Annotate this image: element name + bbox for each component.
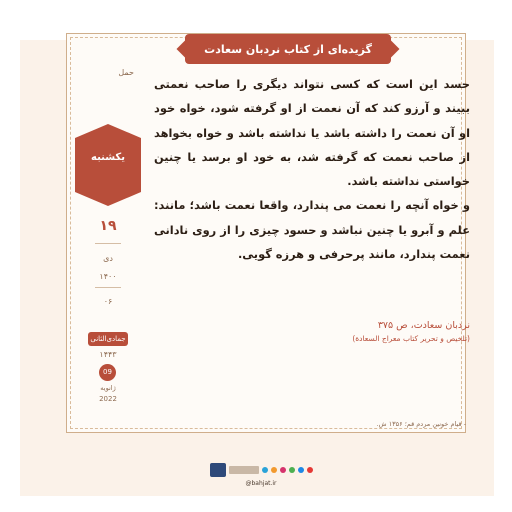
solar-month: دی [103, 254, 113, 263]
logo-text-icon [229, 466, 259, 474]
instagram-icon[interactable] [280, 467, 286, 473]
page-title: گزیده‌ای از کتاب نردبان سعادت [185, 34, 391, 64]
title-banner [185, 34, 391, 64]
day-badge-shape [75, 124, 141, 206]
logo-icon [210, 463, 226, 477]
divider [95, 287, 121, 288]
divider [95, 243, 121, 244]
social-icon[interactable] [298, 467, 304, 473]
quote-body [154, 72, 470, 266]
day-number: ۱۹ [99, 218, 117, 234]
solar-year: ۱۴۰۰ [99, 272, 117, 281]
social-icon[interactable] [307, 467, 313, 473]
web-icon[interactable] [289, 467, 295, 473]
footnote: - قیام خونین مردم قم؛ ۱۳۵۶ ش. [376, 420, 466, 428]
sidebar-hint: حمل [118, 68, 134, 77]
source-citation: نردبان سعادت، ص ۳۷۵ [377, 320, 470, 331]
telegram-icon[interactable] [262, 467, 268, 473]
footer-logos [210, 463, 313, 477]
quote-paragraph: و خواه آنچه را نعمت می پندارد، واقعا نعمت باشد؛ مانند: علم و آبرو یا چنین نباشد و حسود چیزی را از روی نادانی نعمت پندارد، مانند پرحرفی و هرزه گویی. [154, 198, 470, 262]
greg-year: 2022 [99, 395, 117, 403]
lunar-month: جمادی‌الثانی [88, 332, 128, 346]
source-note: (تلخیص و تحریر کتاب معراج السعادة) [352, 334, 470, 343]
lunar-day: ۰۶ [103, 297, 113, 306]
greg-day: 09 [99, 364, 116, 381]
greg-month: ژانویه [100, 384, 116, 392]
eitaa-icon[interactable] [271, 467, 277, 473]
day-name: یکشنبه [91, 152, 125, 163]
lunar-year: ۱۴۴۳ [99, 350, 117, 359]
site-url[interactable]: @bahjat.ir [245, 480, 277, 487]
day-badge [75, 124, 141, 206]
quote-paragraph: حسد این است که کسی نتواند دیگری را صاحب نعمتی ببیند و آرزو کند که آن نعمت از او گرفته شود، خواه خود او آن نعمت را داشته باشد یا نداشته باشد و خواه بخواهد از صاحب نعمت که گرفته شد، به خود او برسد یا چنین خواستی نداشته باشد. [154, 77, 470, 189]
